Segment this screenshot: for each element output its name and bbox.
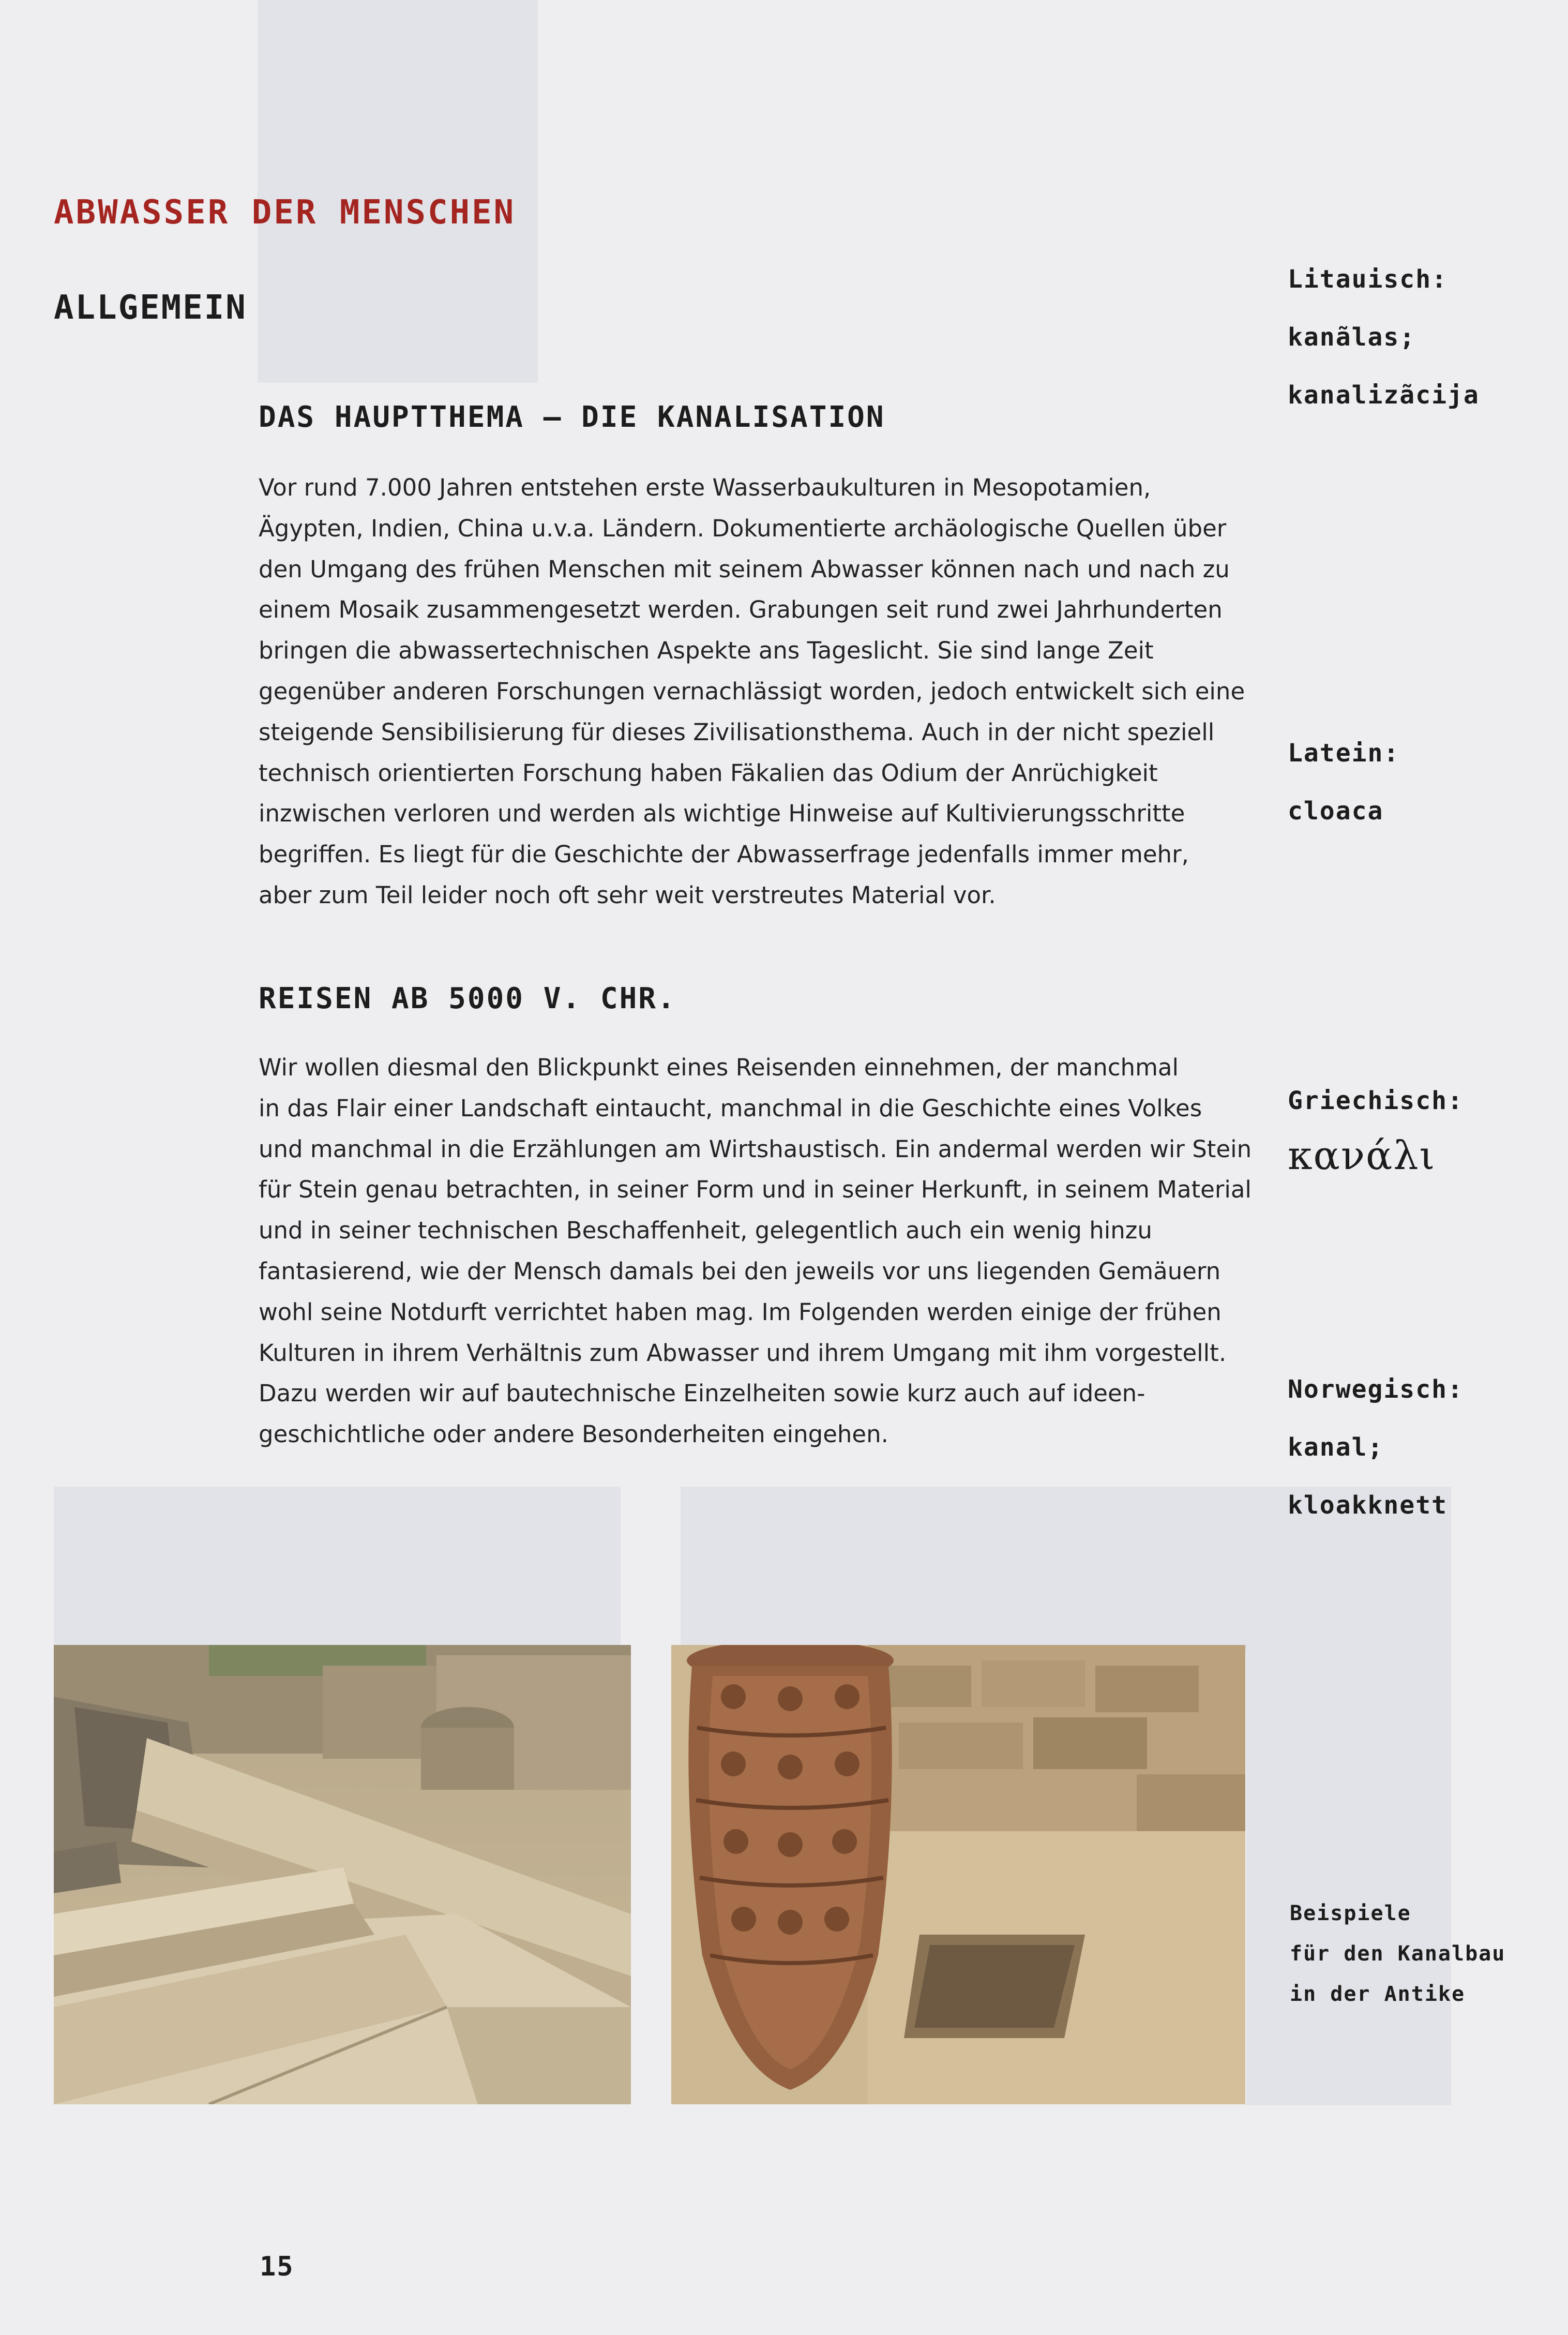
caption-line: in der Antike: [1290, 1982, 1466, 2006]
sidebar-term: cloaca: [1288, 797, 1384, 826]
heading-kanalisation: DAS HAUPTTHEMA – DIE KANALISATION: [259, 400, 885, 434]
paragraph-reisen: [259, 1047, 1272, 1455]
text-line: begriffen. Es liegt für die Geschichte der Abwasserfrage jedenfalls immer mehr,: [259, 841, 1189, 869]
show-through-block: [258, 0, 538, 383]
text-line: Dazu werden wir auf bautechnische Einzelheiten sowie kurz auch auf ideen-: [259, 1380, 1145, 1408]
heading-reisen: REISEN AB 5000 V. CHR.: [259, 982, 676, 1015]
photo-stone-channel: [54, 1645, 631, 2104]
photo-caption: [1290, 1893, 1505, 2014]
text-line: inzwischen verloren und werden als wichtige Hinweise auf Kultivierungsschritte: [259, 800, 1185, 828]
text-line: wohl seine Notdurft verrichtet haben mag. Im Folgenden werden einige der frühen: [259, 1298, 1222, 1326]
sidebar-lithuanian: [1288, 250, 1557, 424]
page-number: 15: [260, 2251, 294, 2282]
text-line: Wir wollen diesmal den Blickpunkt eines Reisenden einnehmen, der manchmal: [259, 1054, 1179, 1081]
text-line: geschichtliche oder andere Besonderheiten eingehen.: [259, 1420, 888, 1448]
text-line: Kulturen in ihrem Verhältnis zum Abwasser und ihrem Umgang mit ihm vorgestellt.: [259, 1339, 1227, 1367]
caption-line: Beispiele: [1290, 1902, 1411, 1925]
text-line: fantasierend, wie der Mensch damals bei den jeweils vor uns liegenden Gemäuern: [259, 1257, 1221, 1285]
show-through-block: [54, 1487, 621, 1652]
caption-line: für den Kanalbau: [1290, 1942, 1506, 1966]
text-line: bringen die abwassertechnischen Aspekte ans Tageslicht. Sie sind lange Zeit: [259, 637, 1154, 665]
sidebar-term: kanal;: [1288, 1433, 1384, 1462]
text-line: einem Mosaik zusammengesetzt werden. Grabungen seit rund zwei Jahrhunderten: [259, 596, 1223, 624]
sidebar-latin: [1288, 724, 1557, 840]
text-line: den Umgang des frühen Menschen mit seinem Abwasser können nach und nach zu: [259, 555, 1230, 583]
text-line: Vor rund 7.000 Jahren entstehen erste Wasserbaukulturen in Mesopotamien,: [259, 474, 1151, 501]
text-line: und in seiner technischen Beschaffenheit, gelegentlich auch ein wenig hinzu: [259, 1217, 1152, 1245]
text-line: in das Flair einer Landschaft eintaucht, manchmal in die Geschichte eines Volkes: [259, 1094, 1202, 1122]
text-line: Ägypten, Indien, China u.v.a. Ländern. Dokumentierte archäologische Quellen über: [259, 514, 1227, 542]
sidebar-label: Norwegisch:: [1288, 1375, 1464, 1404]
text-line: gegenüber anderen Forschungen vernachlässigt worden, jedoch entwickelt sich eine: [259, 677, 1245, 705]
photo-pithos-drain: [671, 1645, 1245, 2104]
sidebar-term: kloakknett: [1288, 1491, 1448, 1520]
section-title: ABWASSER DER MENSCHEN: [54, 193, 516, 232]
sidebar-label: Latein:: [1288, 739, 1400, 768]
sidebar-term: κανάλι: [1288, 1132, 1436, 1178]
sidebar-term: kanãlas;: [1288, 323, 1416, 352]
sidebar-label: Litauisch:: [1288, 265, 1448, 294]
subsection-title: ALLGEMEIN: [54, 289, 247, 327]
text-line: für Stein genau betrachten, in seiner Form und in seiner Herkunft, in seinem Material: [259, 1176, 1252, 1204]
pithos-illustration: [671, 1645, 1245, 2104]
text-line: technisch orientierten Forschung haben Fäkalien das Odium der Anrüchigkeit: [259, 759, 1158, 787]
stone-channel-illustration: [54, 1645, 631, 2104]
sidebar-greek: [1288, 1072, 1557, 1181]
text-line: und manchmal in die Erzählungen am Wirtshaustisch. Ein andermal werden wir Stein: [259, 1135, 1252, 1163]
sidebar-label: Griechisch:: [1288, 1086, 1464, 1115]
text-line: steigende Sensibilisierung für dieses Zivilisationsthema. Auch in der nicht speziell: [259, 718, 1215, 746]
sidebar-term: kanalizãcija: [1288, 381, 1480, 410]
text-line: aber zum Teil leider noch oft sehr weit verstreutes Material vor.: [259, 881, 996, 909]
sidebar-norwegian: [1288, 1360, 1557, 1534]
show-through-block: [1246, 1583, 1451, 2105]
paragraph-kanalisation: [259, 468, 1272, 916]
